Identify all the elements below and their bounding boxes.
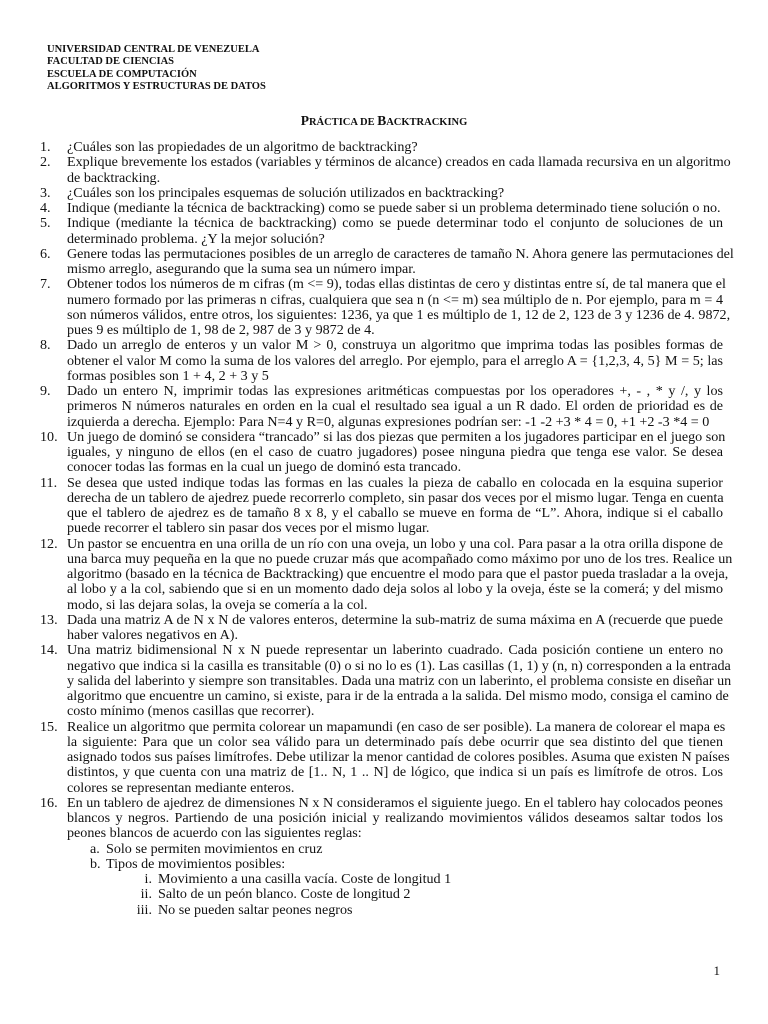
sub-sub-item xyxy=(40,903,723,918)
item-number: 1. xyxy=(40,139,51,155)
title-rest-2: ACKTRACKING xyxy=(386,117,468,128)
sub-item-marker: a. xyxy=(90,840,100,857)
institution-header xyxy=(47,44,266,93)
exercise-item xyxy=(40,718,730,796)
item-text-line: la siguiente: Para que un color sea válido para un determinado país debe ocurrir que sea distinto del que tienen xyxy=(67,733,723,750)
item-text-line: numero formado por las primeras n cifras, cualquiera que sea n (n <= m) sea múltiplo de n. Por ejemplo, para m = 4 xyxy=(67,291,723,308)
item-number: 2. xyxy=(40,154,51,171)
item-text-line: Indique (mediante la técnica de backtracking) como se puede determinar todo el conjunto de soluciones de un xyxy=(67,215,723,232)
sub-sub-items xyxy=(40,872,723,918)
item-text-line: haber valores negativos en A). xyxy=(67,627,239,643)
item-text-line: Un juego de dominó se considera “trancado” si las dos piezas que permiten a los jugadores participar en el juego son xyxy=(67,428,726,445)
exercise-item xyxy=(40,476,723,537)
exercise-item xyxy=(40,796,723,842)
sub-item-marker: b. xyxy=(90,855,101,872)
item-text-line: derecha de un tablero de ajedrez puede recorrerlo completo, sin pasar dos veces por el mismo lugar. Tenga en cuenta xyxy=(67,489,724,506)
item-number: 3. xyxy=(40,184,51,201)
item-text-line: En un tablero de ajedrez de dimensiones N x N consideramos el siguiente juego. En el tablero hay colocados peones xyxy=(67,794,723,811)
item-text-line: modo, si las dejara solas, la oveja se comería a la col. xyxy=(67,596,368,613)
exercise-list xyxy=(40,139,734,918)
item-number: 11. xyxy=(40,474,58,491)
item-text-line: Un pastor se encuentra en una orilla de un río con una oveja, un lobo y una col. Para pasar a la otra orilla dispone de xyxy=(67,535,723,552)
sub-sub-item-marker: iii. xyxy=(136,901,152,918)
item-text-line: primeros N números naturales en orden en la cual el resultado sea igual a un R dado. El orden de prioridad es de xyxy=(67,398,723,415)
item-text-line: algoritmo que encuentre un camino, si existe, para ir de la entrada a la salida. Del mismo modo, consiga el camino de xyxy=(67,688,729,704)
item-text-line: ¿Cuáles son las propiedades de un algoritmo de backtracking? xyxy=(67,139,418,155)
sub-sub-item-marker: i. xyxy=(144,871,152,887)
exercise-item xyxy=(40,186,723,201)
sub-item-text: Solo se permiten movimientos en cruz xyxy=(106,840,323,857)
item-text-line: Realice un algoritmo que permita colorear un mapamundi (en caso de ser posible). La manera de colorear el mapa es xyxy=(67,718,726,735)
item-text-line: que el tablero de ajedrez es de tamaño 8 x 8, y el caballo se mueve en forma de “L”. Ahora, indique si el caballo xyxy=(67,505,723,521)
item-text-line: colores se representan mediante enteros. xyxy=(67,779,295,796)
exercise-item xyxy=(40,642,732,720)
header-line-faculty: FACULTAD DE CIENCIAS xyxy=(47,56,174,68)
item-text-line: peones blancos de acuerdo con las siguientes reglas: xyxy=(67,825,362,842)
exercise-item xyxy=(40,535,733,613)
item-text-line: negativo que indica si la casilla es transitable (0) o si no lo es (1). Las casillas (1, 1) y (n, n) corresponden a la entrada xyxy=(67,657,731,674)
sub-sub-item-text: Salto de un peón blanco. Coste de longitud 2 xyxy=(158,886,411,903)
item-text-line: algoritmo (basado en la técnica de Backtracking) que encuentre el modo para que el pastor pueda trasladar a la oveja, xyxy=(67,566,729,582)
sub-sub-item-text: No se pueden saltar peones negros xyxy=(158,901,353,918)
item-number: 12. xyxy=(40,535,58,552)
sub-sub-item-marker: ii. xyxy=(140,886,152,903)
item-text-line: conocer todas las formas en la cual un juego de dominó esta trancado. xyxy=(67,459,462,476)
item-text-line: mismo arreglo, asegurando que la suma sea un número impar. xyxy=(67,261,416,277)
item-text-line: Obtener todos los números de m cifras (m <= 9), todas ellas distintas de cero y distintas entre sí, de tal manera que el xyxy=(67,276,726,293)
item-text-line: al lobo y a la col, sabiendo que si en un momento dado deja solos al lobo y la oveja, éste se la comerá; y del mismo xyxy=(67,581,723,598)
title-cap-b: B xyxy=(377,113,387,128)
item-number: 14. xyxy=(40,642,58,659)
sub-sub-item-text: Movimiento a una casilla vacía. Coste de longitud 1 xyxy=(158,871,452,887)
sub-item xyxy=(40,857,723,872)
item-number: 5. xyxy=(40,215,51,232)
item-number: 13. xyxy=(40,611,58,628)
item-text-line: iguales, y ninguno de ellos (en el caso de cuatro jugadores) posee ninguna piedra que tenga ese valor. Se desea xyxy=(67,444,723,460)
exercise-item xyxy=(40,428,726,476)
item-text-line: y salida del laberinto y siempre son transitables. Dada una matriz con un laberinto, el problema consiste en diseñar un xyxy=(67,672,732,689)
item-text-line: formas posibles son 1 + 4, 2 + 3 y 5 xyxy=(67,367,269,384)
exercise-item xyxy=(40,245,734,278)
sub-sub-item xyxy=(40,872,723,887)
item-text-line: asignado todos sus países limítrofes. Debe utilizar la menor cantidad de colores posibles. Asuma que existen N países xyxy=(67,749,730,765)
exercise-item xyxy=(40,276,731,338)
item-text-line: Genere todas las permutaciones posibles de un arreglo de caracteres de tamaño N. Ahora genere las permutaciones del xyxy=(67,245,734,262)
item-text-line: obtener el valor M como la suma de los valores del arreglo. Por ejemplo, para el arreglo A = {1,2,3, 4, 5} M = 5; las xyxy=(67,352,723,369)
item-text-line: distintos, y que cuenta con una matriz de [1.. N, 1 .. N] de lógico, que indica si un país es limítrofe de otros. Los xyxy=(67,764,723,781)
item-text-line: una barca muy pequeña en la que no puede cruzar más que acompañado como máximo por uno de los tres. Realice un xyxy=(67,550,733,567)
item-number: 16. xyxy=(40,794,58,811)
exercise-item xyxy=(40,140,723,155)
item-text-line: son números válidos, entre otros, los siguientes: 1236, ya que 1 es múltiplo de 1, 12 de 2, 123 de 3 y 1236 de 4. 9872, xyxy=(67,306,731,323)
sub-item xyxy=(40,842,723,857)
header-line-school: ESCUELA DE COMPUTACIÓN xyxy=(47,68,197,80)
exercise-item xyxy=(40,338,723,384)
item-number: 8. xyxy=(40,337,51,354)
sub-item-text: Tipos de movimientos posibles: xyxy=(106,855,286,872)
item-text-line: ¿Cuáles son los principales esquemas de solución utilizados en backtracking? xyxy=(67,184,505,201)
item-text-line: izquierda a derecha. Ejemplo: Para N=4 y R=0, algunas expresiones podrían ser: -1 -2 +3 * 4 = 0, +1 +2 -3 *4 = 0 xyxy=(67,413,710,430)
item-number: 9. xyxy=(40,383,51,399)
item-text-line: puede recorrer el tablero sin pasar dos veces por el mismo lugar. xyxy=(67,520,430,537)
item-number: 6. xyxy=(40,245,51,262)
item-number: 15. xyxy=(40,718,58,735)
item-text-line: Indique (mediante la técnica de backtracking) como se puede saber si un problema determinado tiene solución o no. xyxy=(67,200,721,216)
exercise-item xyxy=(40,613,723,644)
page-number: 1 xyxy=(713,963,720,978)
exercise-item xyxy=(40,384,723,430)
item-text-line: determinado problema. ¿Y la mejor solución? xyxy=(67,230,325,247)
item-text-line: de backtracking. xyxy=(67,169,161,186)
item-number: 7. xyxy=(40,276,51,293)
sub-sub-item xyxy=(40,887,723,902)
exercise-item xyxy=(40,201,723,216)
exercise-item xyxy=(40,216,723,247)
item-text-line: pues 9 es múltiplo de 1, 98 de 2, 987 de 3 y 9872 de 4. xyxy=(67,322,375,338)
title-rest-1: RÁCTICA DE xyxy=(308,117,378,128)
header-line-course: ALGORITMOS Y ESTRUCTURAS DE DATOS xyxy=(47,80,266,92)
header-line-university: UNIVERSIDAD CENTRAL DE VENEZUELA xyxy=(47,44,260,55)
item-text-line: blancos y negros. Partiendo de una posición inicial y realizando movimientos válidos deseamos saltar todos los xyxy=(67,810,723,826)
item-text-line: costo mínimo (menos casillas que recorrer). xyxy=(67,703,315,720)
document-title xyxy=(0,113,768,129)
item-text-line: Una matriz bidimensional N x N puede representar un laberinto cuadrado. Cada posición contiene un entero no xyxy=(67,642,723,659)
exercise-item xyxy=(40,154,731,186)
item-number: 4. xyxy=(40,200,51,216)
item-number: 10. xyxy=(40,428,58,445)
title-cap-p: P xyxy=(300,113,309,128)
item-text-line: Explique brevemente los estados (variables y términos de alcance) creados en cada llamada recursiva en un algoritmo xyxy=(67,154,731,171)
sub-items xyxy=(40,842,723,873)
item-text-line: Dado un arreglo de enteros y un valor M > 0, construya un algoritmo que imprima todas las posibles formas de xyxy=(67,337,723,354)
numbered-items xyxy=(40,139,734,842)
item-text-line: Dada una matriz A de N x N de valores enteros, determine la sub-matriz de suma máxima en A (recuerde que puede xyxy=(67,611,723,628)
item-text-line: Dado un entero N, imprimir todas las expresiones aritméticas compuestas por los operadores +, - , * y /, y los xyxy=(67,383,723,399)
item-text-line: Se desea que usted indique todas las formas en las cuales la pieza de caballo en colocada en la esquina superior xyxy=(67,474,723,491)
